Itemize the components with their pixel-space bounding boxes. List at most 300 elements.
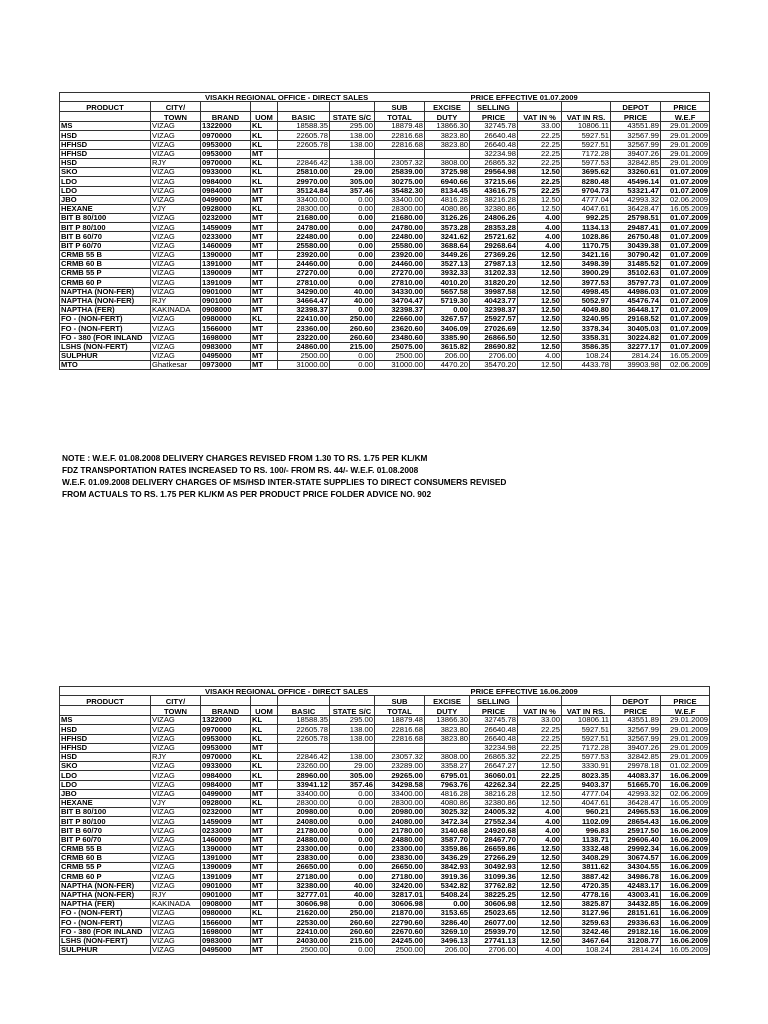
table-cell: 27987.13 [470, 260, 518, 269]
table-cell: 25917.50 [611, 826, 661, 835]
table-cell: 16.06.2009 [661, 918, 710, 927]
table-cell: 42483.17 [611, 881, 661, 890]
table-cell: 22.25 [518, 149, 562, 158]
table-cell: 0.00 [330, 250, 375, 259]
table-cell: 3025.32 [425, 808, 470, 817]
table-cell: 3259.63 [562, 918, 611, 927]
table-cell: 0901000 [201, 881, 251, 890]
table-cell: FO - 380 (FOR INLAND [60, 333, 151, 342]
table-cell: 26650.00 [278, 863, 330, 872]
table-cell: 27552.34 [470, 817, 518, 826]
table-cell: 3823.80 [425, 131, 470, 140]
table-cell: 29606.40 [611, 835, 661, 844]
table-cell: 3449.26 [425, 250, 470, 259]
table-cell: VIZAG [151, 835, 201, 844]
table-cell: 1459009 [201, 223, 251, 232]
table-cell: 12.50 [518, 872, 562, 881]
table-cell: 30405.03 [611, 324, 661, 333]
column-header-top [251, 102, 278, 112]
table-cell: VIZAG [151, 149, 201, 158]
table-cell: RJY [151, 158, 201, 167]
table-cell: LDO [60, 186, 151, 195]
table-cell: 22.25 [518, 780, 562, 789]
table-cell: 10806.11 [562, 122, 611, 131]
table-row [60, 826, 710, 835]
table-cell: FO - 380 (FOR INLAND [60, 927, 151, 936]
table-cell: HFHSD [60, 743, 151, 752]
table-cell: 5927.51 [562, 140, 611, 149]
table-cell: 8280.48 [562, 177, 611, 186]
table-cell: 3240.95 [562, 315, 611, 324]
column-header-top: SELLING [470, 696, 518, 706]
table-cell: 24245.00 [375, 936, 425, 945]
column-header-top: CITY/ [151, 102, 201, 112]
table-cell: 18588.35 [278, 716, 330, 725]
table-cell: MT [251, 223, 278, 232]
table-cell: 26640.48 [470, 131, 518, 140]
table-cell: MT [251, 232, 278, 241]
table-cell: 3573.28 [425, 223, 470, 232]
table-cell: 22605.78 [278, 725, 330, 734]
table-cell: 0499000 [201, 195, 251, 204]
column-header-top: CITY/ [151, 696, 201, 706]
table-cell: 42262.34 [470, 780, 518, 789]
table-cell: 22790.60 [375, 918, 425, 927]
table-cell: 28151.61 [611, 909, 661, 918]
table-cell: MT [251, 872, 278, 881]
table-cell: 02.06.2009 [661, 361, 710, 370]
table-cell: FO - (NON-FERT) [60, 909, 151, 918]
table-cell: NAPTHA (NON-FER) [60, 296, 151, 305]
column-header-bottom: PRICE [470, 112, 518, 122]
table-cell: 33.00 [518, 122, 562, 131]
table-cell: VIZAG [151, 351, 201, 360]
table-cell: 23920.00 [375, 250, 425, 259]
table-cell: 28353.28 [470, 223, 518, 232]
table-cell: 01.07.2009 [661, 287, 710, 296]
table-cell: 23480.60 [375, 333, 425, 342]
table-cell: 0908000 [201, 305, 251, 314]
table-cell: 2814.24 [611, 945, 661, 954]
table-cell: 0953000 [201, 734, 251, 743]
table-cell: 29.00 [330, 762, 375, 771]
table-cell: 305.00 [330, 771, 375, 780]
table-cell: 16.06.2009 [661, 899, 710, 908]
table-cell [278, 149, 330, 158]
table-cell: 12.50 [518, 305, 562, 314]
table-cell: 28300.00 [375, 798, 425, 807]
column-header-bottom: STATE S/C [330, 112, 375, 122]
table-cell: VIZAG [151, 936, 201, 945]
table-row [60, 881, 710, 890]
table-row [60, 131, 710, 140]
table-cell: MS [60, 716, 151, 725]
table-cell: 0933000 [201, 762, 251, 771]
table-cell: 4010.20 [425, 278, 470, 287]
table-cell: 01.07.2009 [661, 269, 710, 278]
table-cell: 29978.18 [611, 762, 661, 771]
table-cell: 3808.00 [425, 158, 470, 167]
table-cell: 29.01.2009 [661, 725, 710, 734]
table-cell: 01.07.2009 [661, 305, 710, 314]
table-cell: 5977.53 [562, 158, 611, 167]
table-row [60, 351, 710, 360]
table-row [60, 260, 710, 269]
table-cell: 4.00 [518, 835, 562, 844]
table-cell: 30492.93 [470, 863, 518, 872]
column-header-bottom: TOTAL [375, 112, 425, 122]
table-cell: 12.50 [518, 909, 562, 918]
table-cell: 206.00 [425, 351, 470, 360]
table-cell: 206.00 [425, 945, 470, 954]
table-cell: 18588.35 [278, 122, 330, 131]
table-cell: 1322000 [201, 716, 251, 725]
table-cell: 6795.01 [425, 771, 470, 780]
note-line: NOTE : W.E.F. 01.08.2008 DELIVERY CHARGES REVISED FROM 1.30 TO RS. 1.75 PER KL/KM [62, 453, 428, 463]
table-cell: 32777.01 [278, 890, 330, 899]
table-cell: 3919.36 [425, 872, 470, 881]
table-row [60, 324, 710, 333]
table-cell: 260.60 [330, 333, 375, 342]
table-row [60, 918, 710, 927]
table-cell: 38216.28 [470, 789, 518, 798]
table-cell: 24880.00 [375, 835, 425, 844]
table-cell: 3385.90 [425, 333, 470, 342]
table-row [60, 177, 710, 186]
table-cell: SULPHUR [60, 351, 151, 360]
table-cell: CRMB 55 B [60, 844, 151, 853]
table-cell: HFHSD [60, 734, 151, 743]
table-cell: 23360.00 [278, 324, 330, 333]
table-cell: NAPTHA (FER) [60, 305, 151, 314]
table-cell: BIT P 60/70 [60, 241, 151, 250]
table-cell: 26640.48 [470, 140, 518, 149]
table-cell: 0984000 [201, 186, 251, 195]
table-row [60, 250, 710, 259]
table-cell: VIZAG [151, 177, 201, 186]
table-cell: NAPTHA (NON-FER) [60, 881, 151, 890]
table-cell: 0.00 [330, 872, 375, 881]
table-cell: 29.01.2009 [661, 131, 710, 140]
table-cell: KL [251, 771, 278, 780]
table-cell: 8023.35 [562, 771, 611, 780]
table-cell: VIZAG [151, 854, 201, 863]
table-cell: 31202.33 [470, 269, 518, 278]
column-header-top [518, 102, 562, 112]
table-cell: 22480.00 [375, 232, 425, 241]
table-cell: 0.00 [330, 305, 375, 314]
table-cell: 26647.27 [470, 762, 518, 771]
table-cell: MT [251, 250, 278, 259]
table-cell: 4049.80 [562, 305, 611, 314]
table-cell: 4470.20 [425, 361, 470, 370]
table-cell: 4.00 [518, 826, 562, 835]
table-cell: VIZAG [151, 844, 201, 853]
table-cell: 12.50 [518, 333, 562, 342]
table-cell: HFHSD [60, 140, 151, 149]
table-cell: 260.60 [330, 324, 375, 333]
table-cell: 36448.17 [611, 305, 661, 314]
table-cell: 33400.00 [375, 789, 425, 798]
table-cell: MT [251, 278, 278, 287]
table-cell: 01.07.2009 [661, 186, 710, 195]
table-cell: 26865.32 [470, 752, 518, 761]
table-cell: 16.06.2009 [661, 780, 710, 789]
table-cell: VJY [151, 204, 201, 213]
column-header-bottom: PRICE [611, 706, 661, 716]
table-cell: 53321.47 [611, 186, 661, 195]
table-cell: 01.07.2009 [661, 250, 710, 259]
table-cell: 01.07.2009 [661, 333, 710, 342]
table-row [60, 158, 710, 167]
table-cell: 23057.32 [375, 158, 425, 167]
table-cell: 22410.00 [278, 315, 330, 324]
table-cell: MTO [60, 361, 151, 370]
table-cell: MT [251, 361, 278, 370]
column-header-top: SUB [375, 696, 425, 706]
column-header-bottom: BASIC [278, 706, 330, 716]
table-cell: MT [251, 342, 278, 351]
table-cell: 23830.00 [278, 854, 330, 863]
table-cell: 27266.29 [470, 854, 518, 863]
table-cell: 0928000 [201, 798, 251, 807]
table-cell: 9704.73 [562, 186, 611, 195]
table-cell: MS [60, 122, 151, 131]
table-cell: 32567.99 [611, 131, 661, 140]
table-cell: 43616.75 [470, 186, 518, 195]
table-cell: 40.00 [330, 881, 375, 890]
table-cell: 31485.52 [611, 260, 661, 269]
column-header-bottom: BRAND [201, 112, 251, 122]
table-cell: 3269.10 [425, 927, 470, 936]
table-cell: 1391000 [201, 260, 251, 269]
table-row [60, 725, 710, 734]
column-header-top: EXCISE [425, 102, 470, 112]
table-row [60, 305, 710, 314]
table-cell: VIZAG [151, 214, 201, 223]
table-cell: 33941.12 [278, 780, 330, 789]
table-cell: 26659.86 [470, 844, 518, 853]
table-cell: 0970000 [201, 752, 251, 761]
table-cell: MT [251, 826, 278, 835]
table-cell: 12.50 [518, 927, 562, 936]
table-cell: 12.50 [518, 890, 562, 899]
table-row [60, 204, 710, 213]
table-cell: 32745.78 [470, 716, 518, 725]
table-cell: NAPTHA (NON-FER) [60, 890, 151, 899]
table-cell: RJY [151, 890, 201, 899]
table-cell: 24780.00 [278, 223, 330, 232]
column-header-bottom: TOWN [151, 112, 201, 122]
table-cell: 16.06.2009 [661, 844, 710, 853]
table-cell: 22.25 [518, 771, 562, 780]
table-cell: 22605.78 [278, 140, 330, 149]
table-cell: 22.25 [518, 752, 562, 761]
table-cell: 25939.70 [470, 927, 518, 936]
table-cell: 3932.33 [425, 269, 470, 278]
table-cell: SKO [60, 762, 151, 771]
table-cell: KL [251, 762, 278, 771]
column-header-bottom: DUTY [425, 706, 470, 716]
table-cell: 8134.45 [425, 186, 470, 195]
table-row [60, 716, 710, 725]
column-header-top: PRICE [661, 696, 710, 706]
table-cell: 4047.61 [562, 204, 611, 213]
table-cell: 22816.68 [375, 734, 425, 743]
table-cell: 33400.00 [375, 195, 425, 204]
table-cell: 16.06.2009 [661, 854, 710, 863]
notes-block [62, 452, 506, 500]
table-cell: MT [251, 241, 278, 250]
table-cell: 1391009 [201, 872, 251, 881]
table-row [60, 168, 710, 177]
table-cell: 3127.96 [562, 909, 611, 918]
table-cell: BIT P 60/70 [60, 835, 151, 844]
table-cell: 0.00 [330, 844, 375, 853]
table-cell: 215.00 [330, 936, 375, 945]
table-cell: 1138.71 [562, 835, 611, 844]
table-cell: 12.50 [518, 798, 562, 807]
table-cell: 22.25 [518, 177, 562, 186]
table-cell: 32234.98 [470, 149, 518, 158]
table-cell: 35797.73 [611, 278, 661, 287]
table-cell: MT [251, 945, 278, 954]
table-cell: 0.00 [330, 789, 375, 798]
table-row [60, 780, 710, 789]
table-cell: 0.00 [330, 351, 375, 360]
table-cell: VIZAG [151, 734, 201, 743]
table-cell: 0984000 [201, 780, 251, 789]
table-cell: 3267.57 [425, 315, 470, 324]
table-cell: 29268.64 [470, 241, 518, 250]
table-cell: 3842.93 [425, 863, 470, 872]
table-cell: 34986.78 [611, 872, 661, 881]
table-cell: 2500.00 [278, 351, 330, 360]
table-cell: 0970000 [201, 131, 251, 140]
table-cell: 39407.26 [611, 149, 661, 158]
table-cell: 0901000 [201, 287, 251, 296]
table-cell: 0.00 [425, 305, 470, 314]
table-cell: 3332.48 [562, 844, 611, 853]
table-cell: VIZAG [151, 789, 201, 798]
table-cell: 12.50 [518, 204, 562, 213]
table-cell: MT [251, 927, 278, 936]
table-cell: 01.07.2009 [661, 241, 710, 250]
table-cell: KL [251, 752, 278, 761]
table-cell: 32567.99 [611, 734, 661, 743]
price-effective-date: PRICE EFFECTIVE 16.06.2009 [470, 687, 710, 696]
table-cell: 4.00 [518, 241, 562, 250]
table-cell: FO - (NON-FERT) [60, 918, 151, 927]
table-cell: 0.00 [330, 223, 375, 232]
table-cell: 18879.48 [375, 122, 425, 131]
table-cell: 29.01.2009 [661, 752, 710, 761]
table-cell: VIZAG [151, 817, 201, 826]
table-cell: 0.00 [330, 899, 375, 908]
table-cell: 16.06.2009 [661, 909, 710, 918]
table-cell: 20980.00 [278, 808, 330, 817]
table-cell: VIZAG [151, 278, 201, 287]
table-row [60, 315, 710, 324]
column-header-bottom: W.E.F [661, 112, 710, 122]
table-cell: NAPTHA (FER) [60, 899, 151, 908]
table-cell: MT [251, 899, 278, 908]
table-cell: 22660.00 [375, 315, 425, 324]
table-cell: 51665.70 [611, 780, 661, 789]
table-cell: 27180.00 [375, 872, 425, 881]
table-cell: 34330.00 [375, 287, 425, 296]
column-header-top: PRICE [661, 102, 710, 112]
table-cell: 4080.86 [425, 798, 470, 807]
table-cell: 9403.37 [562, 780, 611, 789]
table-cell [330, 149, 375, 158]
table-cell: 30606.98 [470, 899, 518, 908]
table-cell: 1322000 [201, 122, 251, 131]
table-cell: 3977.53 [562, 278, 611, 287]
column-header-bottom: BRAND [201, 706, 251, 716]
table-cell: 7963.76 [425, 780, 470, 789]
table-cell: 24030.00 [278, 936, 330, 945]
table-cell: 21870.00 [375, 909, 425, 918]
table-cell: NAPTHA (NON-FER) [60, 287, 151, 296]
table-cell: 21680.00 [278, 214, 330, 223]
table-cell: 4777.04 [562, 195, 611, 204]
table-cell: 12.50 [518, 789, 562, 798]
table-cell: 0983000 [201, 342, 251, 351]
table-cell: MT [251, 149, 278, 158]
table-cell: 30606.98 [278, 899, 330, 908]
table-cell: 12.50 [518, 881, 562, 890]
table-cell: HSD [60, 131, 151, 140]
table-cell: 16.05.2009 [661, 798, 710, 807]
table-cell: 3615.82 [425, 342, 470, 351]
table-cell: 32817.01 [375, 890, 425, 899]
table-cell: 18879.48 [375, 716, 425, 725]
table-cell: 3900.29 [562, 269, 611, 278]
table-cell: 24780.00 [375, 223, 425, 232]
table-cell: 25927.57 [470, 315, 518, 324]
table-cell: 13866.30 [425, 716, 470, 725]
table-cell: 35482.30 [375, 186, 425, 195]
table-cell: 260.60 [330, 927, 375, 936]
table-cell: 22605.78 [278, 734, 330, 743]
table-cell: 45476.74 [611, 296, 661, 305]
table-title: VISAKH REGIONAL OFFICE - DIRECT SALES [60, 687, 470, 696]
table-cell: HEXANE [60, 798, 151, 807]
table-cell: 34664.47 [278, 296, 330, 305]
table-row [60, 752, 710, 761]
table-cell: 16.06.2009 [661, 890, 710, 899]
table-cell: 25023.65 [470, 909, 518, 918]
table-cell: 37215.66 [470, 177, 518, 186]
table-cell: MT [251, 743, 278, 752]
table-cell: 16.06.2009 [661, 936, 710, 945]
table-cell: 12.50 [518, 269, 562, 278]
table-cell: 12.50 [518, 361, 562, 370]
table-cell: 22.25 [518, 734, 562, 743]
table-cell: 4816.28 [425, 789, 470, 798]
table-cell: 31820.20 [470, 278, 518, 287]
table-row [60, 333, 710, 342]
table-cell: 0984000 [201, 177, 251, 186]
table-cell: 4047.61 [562, 798, 611, 807]
column-header-bottom: STATE S/C [330, 706, 375, 716]
table-cell: 3286.40 [425, 918, 470, 927]
table-cell: VIZAG [151, 945, 201, 954]
table-cell: KL [251, 168, 278, 177]
table-cell: 01.07.2009 [661, 260, 710, 269]
table-cell: 38225.25 [470, 890, 518, 899]
